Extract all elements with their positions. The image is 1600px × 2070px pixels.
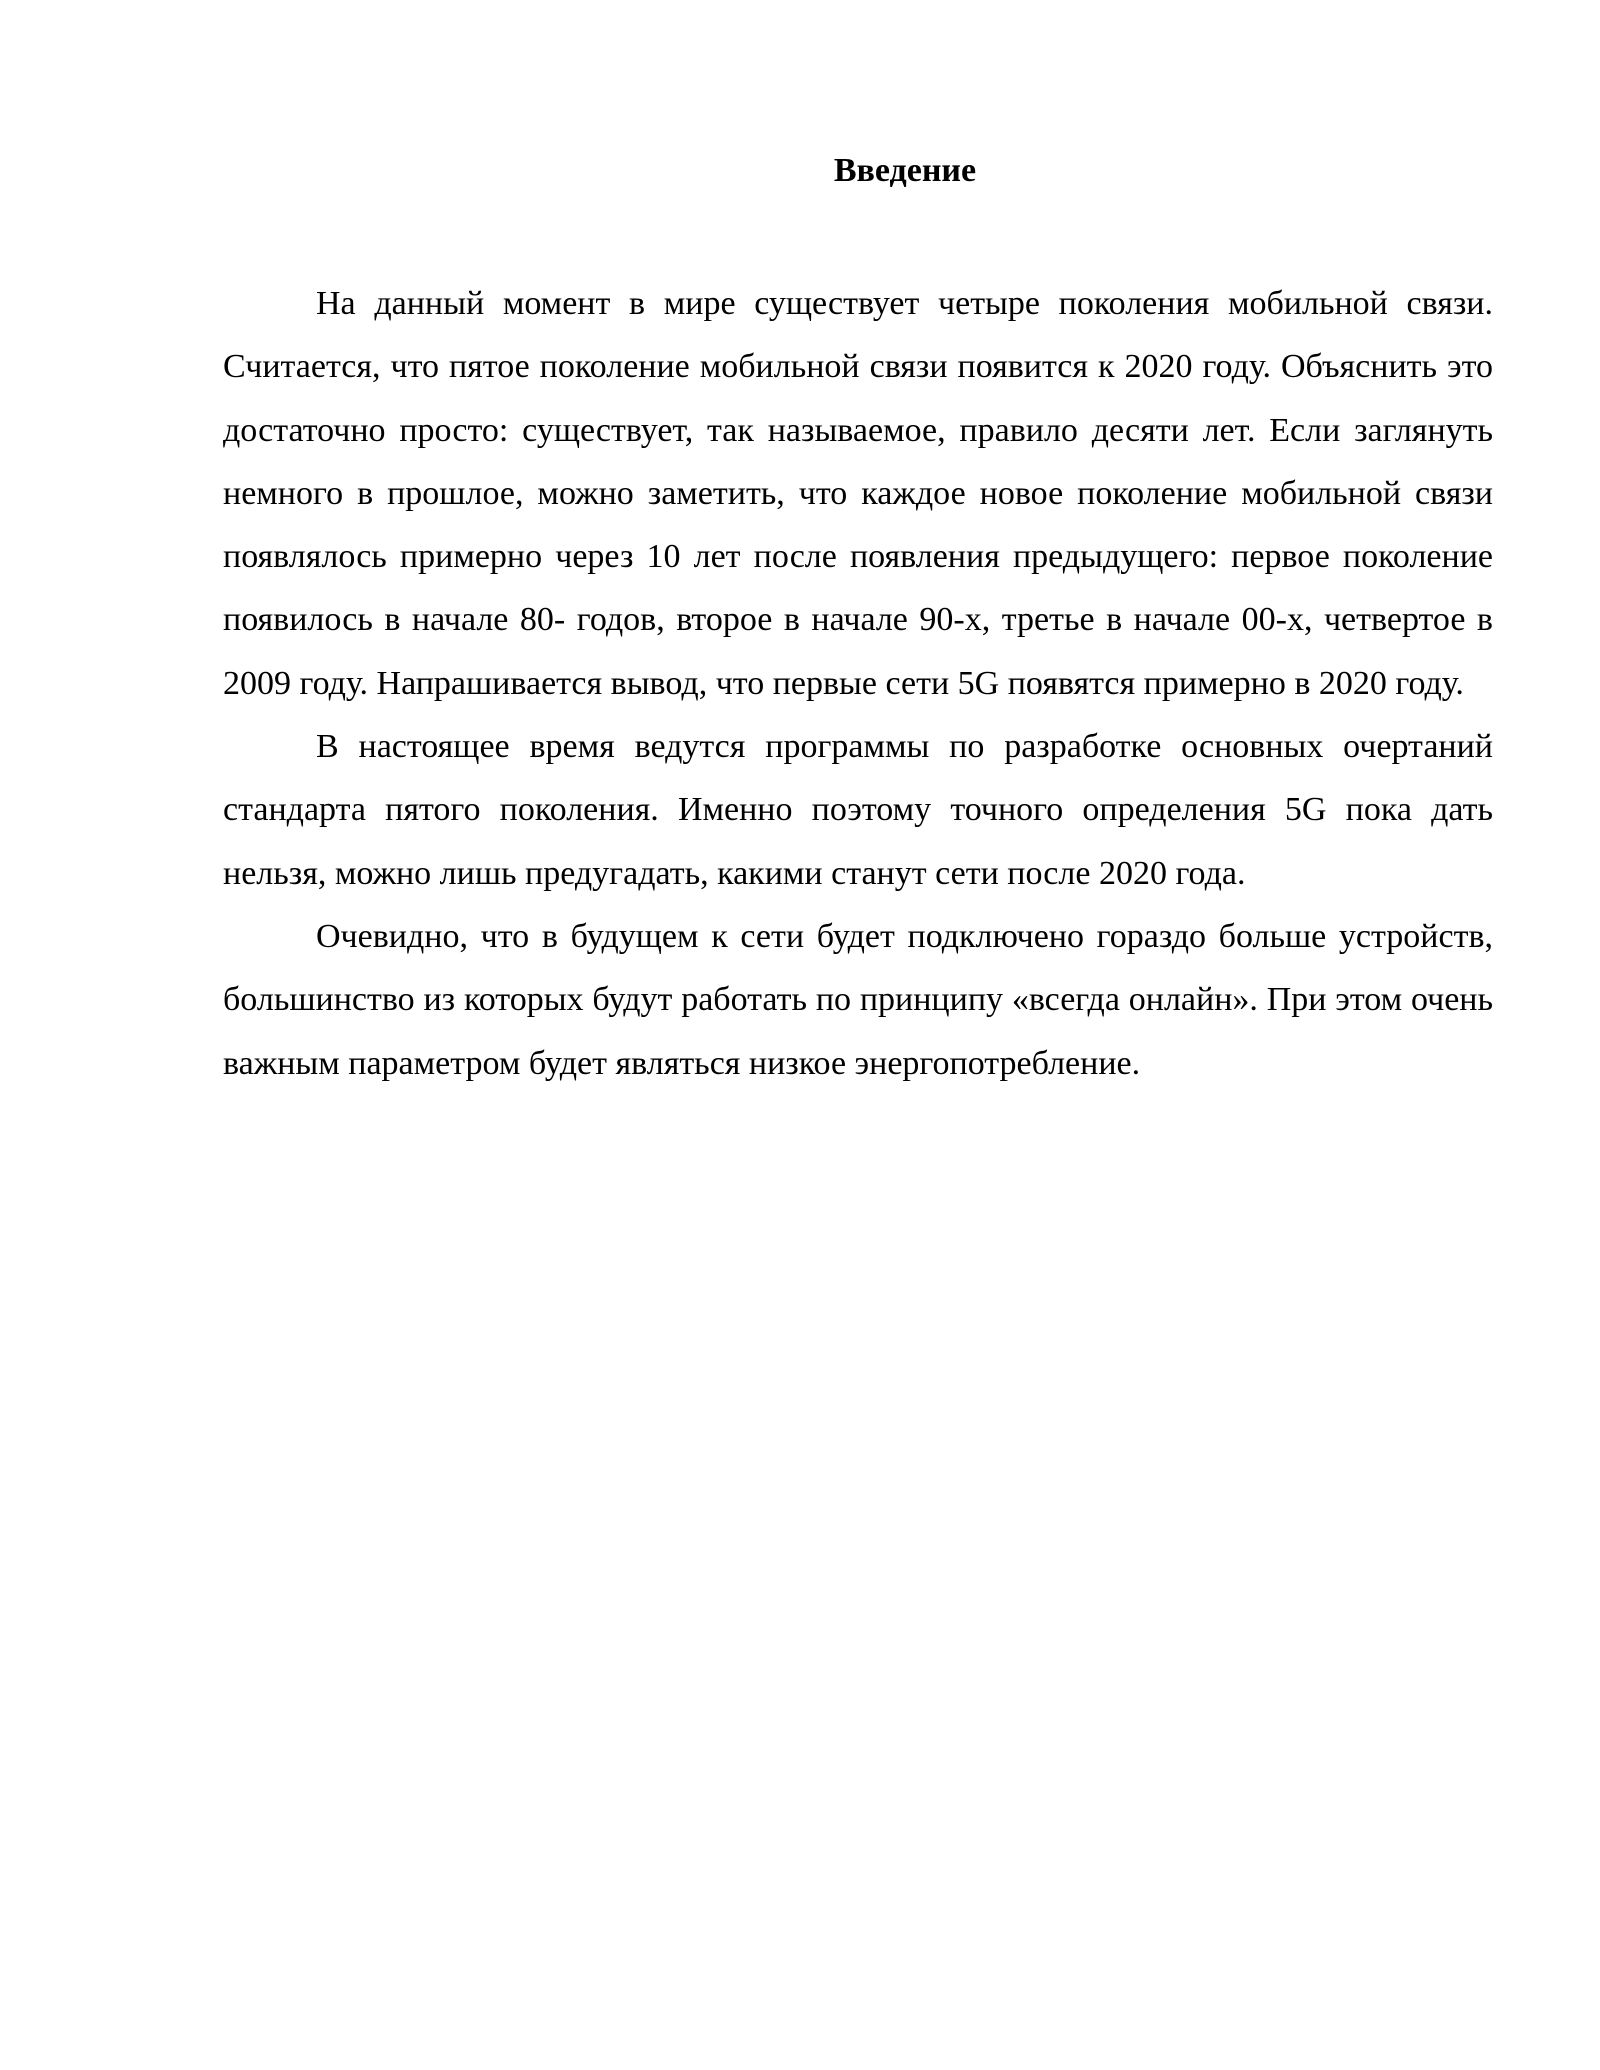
document-title: Введение <box>833 152 977 189</box>
paragraph-2: В настоящее время ведутся программы по разработке основных очертаний стандарта пятого поколения. Именно поэтому точного определения 5G пока дать нельзя, можно лишь предугадать, какими станут сети после 2020 года. <box>223 728 1493 892</box>
document-body <box>223 272 1493 1095</box>
paragraph-3: Очевидно, что в будущем к сети будет подключено гораздо больше устройств, большинство из которых будут работать по принципу «всегда онлайн». При этом очень важным параметром будет являться низкое энергопотребление. <box>223 917 1493 1082</box>
paragraph-1: На данный момент в мире существует четыре поколения мобильной связи. Считается, что пятое поколение мобильной связи появится к 2020 году. Объяснить это достаточно просто: существует, так называемое, правило десяти лет. Если заглянуть немного в прошлое, можно заметить, что каждое новое поколение мобильной связи появлялось примерно через 10 лет после появления предыдущего: первое поколение появилось в начале 80- годов, второе в начале 90-х, третье в начале 00-х, четвертое в 2009 году. Напрашивается вывод, что первые сети 5G появятся примерно в 2020 году. <box>223 285 1493 702</box>
